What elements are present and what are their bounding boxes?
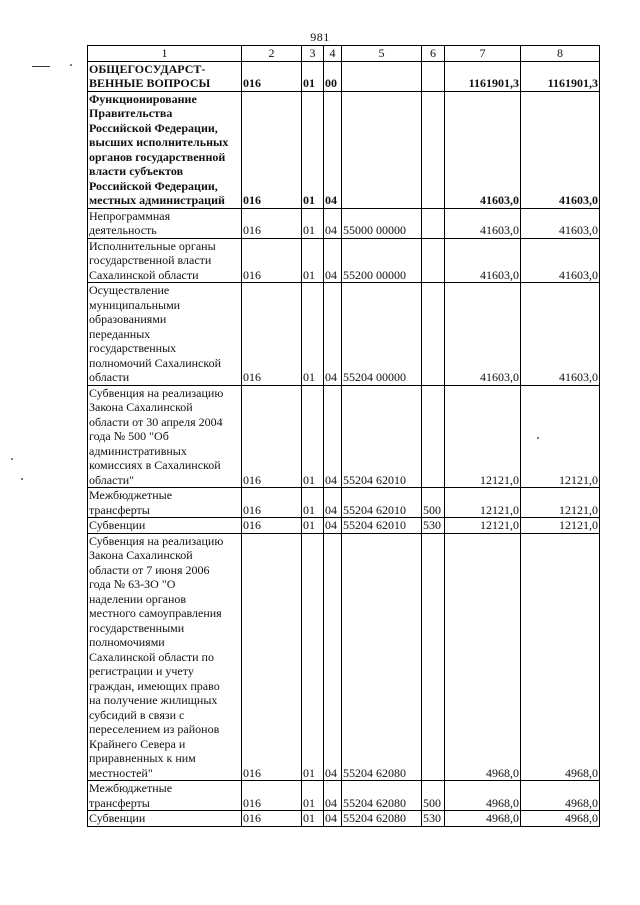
code-expense-type bbox=[422, 208, 445, 238]
code-ministry: 016 bbox=[242, 488, 302, 518]
amount-col7: 41603,0 bbox=[445, 238, 521, 283]
code-target-item: 55204 62080 bbox=[342, 811, 422, 827]
budget-table bbox=[87, 45, 600, 827]
amount-col7: 12121,0 bbox=[445, 385, 521, 488]
code-ministry: 016 bbox=[242, 208, 302, 238]
row-name: Межбюджетные трансферты bbox=[88, 488, 242, 518]
table-row bbox=[88, 781, 600, 811]
code-subsection: 04 bbox=[324, 781, 342, 811]
amount-col7: 4968,0 bbox=[445, 781, 521, 811]
code-ministry: 016 bbox=[242, 91, 302, 208]
table-row bbox=[88, 518, 600, 534]
code-section: 01 bbox=[302, 488, 324, 518]
row-name: Субвенции bbox=[88, 518, 242, 534]
amount-col8: 41603,0 bbox=[521, 208, 600, 238]
code-expense-type bbox=[422, 91, 445, 208]
amount-col7: 12121,0 bbox=[445, 518, 521, 534]
code-target-item bbox=[342, 61, 422, 91]
code-target-item: 55204 62080 bbox=[342, 781, 422, 811]
code-target-item: 55204 62080 bbox=[342, 533, 422, 781]
amount-col8: 4968,0 bbox=[521, 811, 600, 827]
table-row bbox=[88, 488, 600, 518]
code-section: 01 bbox=[302, 91, 324, 208]
table-row bbox=[88, 283, 600, 386]
amount-col7: 4968,0 bbox=[445, 811, 521, 827]
code-ministry: 016 bbox=[242, 283, 302, 386]
column-header: 4 bbox=[324, 46, 342, 62]
code-subsection: 04 bbox=[324, 518, 342, 534]
code-expense-type bbox=[422, 61, 445, 91]
amount-col8: 1161901,3 bbox=[521, 61, 600, 91]
code-target-item: 55204 62010 bbox=[342, 518, 422, 534]
code-subsection: 04 bbox=[324, 208, 342, 238]
amount-col7: 4968,0 bbox=[445, 533, 521, 781]
table-row bbox=[88, 91, 600, 208]
column-header: 6 bbox=[422, 46, 445, 62]
column-header: 1 bbox=[88, 46, 242, 62]
header-row bbox=[88, 46, 600, 62]
code-target-item bbox=[342, 91, 422, 208]
amount-col8: 12121,0 bbox=[521, 518, 600, 534]
amount-col7: 12121,0 bbox=[445, 488, 521, 518]
code-ministry: 016 bbox=[242, 238, 302, 283]
row-name: Исполнительные органы государственной власти Сахалинской области bbox=[88, 238, 242, 283]
code-ministry: 016 bbox=[242, 61, 302, 91]
code-expense-type: 500 bbox=[422, 781, 445, 811]
amount-col8: 41603,0 bbox=[521, 283, 600, 386]
row-name: Функционирование Правительства Российской Федерации, высших исполнительных органов государственной власти субъектов Российской Федерации, местных администраций bbox=[88, 91, 242, 208]
amount-col8: 41603,0 bbox=[521, 238, 600, 283]
row-name: Непрограммная деятельность bbox=[88, 208, 242, 238]
amount-col7: 1161901,3 bbox=[445, 61, 521, 91]
code-target-item: 55200 00000 bbox=[342, 238, 422, 283]
row-name: Осуществление муниципальными образованиями переданных государственных полномочий Сахалинской области bbox=[88, 283, 242, 386]
table-row bbox=[88, 238, 600, 283]
margin-mark bbox=[32, 66, 50, 67]
code-expense-type bbox=[422, 238, 445, 283]
row-name: Субвенции bbox=[88, 811, 242, 827]
code-section: 01 bbox=[302, 811, 324, 827]
row-name: Субвенция на реализацию Закона Сахалинской области от 30 апреля 2004 года № 500 "Об административных комиссиях в Сахалинской области" bbox=[88, 385, 242, 488]
code-subsection: 04 bbox=[324, 385, 342, 488]
code-ministry: 016 bbox=[242, 518, 302, 534]
code-expense-type bbox=[422, 533, 445, 781]
table-body bbox=[88, 46, 600, 827]
amount-col7: 41603,0 bbox=[445, 208, 521, 238]
code-subsection: 04 bbox=[324, 533, 342, 781]
amount-col8: 4968,0 bbox=[521, 781, 600, 811]
code-section: 01 bbox=[302, 533, 324, 781]
code-section: 01 bbox=[302, 208, 324, 238]
column-header: 8 bbox=[521, 46, 600, 62]
code-section: 01 bbox=[302, 385, 324, 488]
code-subsection: 04 bbox=[324, 283, 342, 386]
amount-col8: 4968,0 bbox=[521, 533, 600, 781]
code-expense-type: 530 bbox=[422, 811, 445, 827]
margin-dot bbox=[11, 458, 13, 460]
table-row bbox=[88, 811, 600, 827]
code-subsection: 04 bbox=[324, 488, 342, 518]
code-ministry: 016 bbox=[242, 533, 302, 781]
amount-col8: 41603,0 bbox=[521, 91, 600, 208]
code-target-item: 55204 62010 bbox=[342, 385, 422, 488]
page-number: 981 bbox=[310, 30, 330, 44]
table-row bbox=[88, 208, 600, 238]
code-ministry: 016 bbox=[242, 385, 302, 488]
row-name: Субвенция на реализацию Закона Сахалинской области от 7 июня 2006 года № 63-ЗО "О наделении органов местного самоуправления государственными полномочиями Сахалинской области по регистрации и учету граждан, имеющих право на получение жилищных субсидий в связи с переселением из районов Крайнего Севера и приравненных к ним местностей" bbox=[88, 533, 242, 781]
row-name: Межбюджетные трансферты bbox=[88, 781, 242, 811]
code-section: 01 bbox=[302, 781, 324, 811]
table-row bbox=[88, 61, 600, 91]
code-target-item: 55000 00000 bbox=[342, 208, 422, 238]
code-target-item: 55204 62010 bbox=[342, 488, 422, 518]
code-target-item: 55204 00000 bbox=[342, 283, 422, 386]
code-ministry: 016 bbox=[242, 781, 302, 811]
code-section: 01 bbox=[302, 518, 324, 534]
table-row bbox=[88, 533, 600, 781]
code-subsection: 04 bbox=[324, 91, 342, 208]
code-subsection: 00 bbox=[324, 61, 342, 91]
margin-dot bbox=[21, 478, 23, 480]
code-subsection: 04 bbox=[324, 238, 342, 283]
amount-col8: 12121,0 bbox=[521, 385, 600, 488]
amount-col7: 41603,0 bbox=[445, 283, 521, 386]
column-header: 3 bbox=[302, 46, 324, 62]
code-expense-type: 530 bbox=[422, 518, 445, 534]
column-header: 7 bbox=[445, 46, 521, 62]
amount-col8: 12121,0 bbox=[521, 488, 600, 518]
code-expense-type bbox=[422, 385, 445, 488]
amount-col7: 41603,0 bbox=[445, 91, 521, 208]
code-section: 01 bbox=[302, 238, 324, 283]
table-row bbox=[88, 385, 600, 488]
column-header: 2 bbox=[242, 46, 302, 62]
margin-dot bbox=[70, 64, 72, 66]
code-expense-type bbox=[422, 283, 445, 386]
code-section: 01 bbox=[302, 61, 324, 91]
column-header: 5 bbox=[342, 46, 422, 62]
code-subsection: 04 bbox=[324, 811, 342, 827]
row-name: ОБЩЕГОСУДАРСТ- ВЕННЫЕ ВОПРОСЫ bbox=[88, 61, 242, 91]
code-expense-type: 500 bbox=[422, 488, 445, 518]
code-section: 01 bbox=[302, 283, 324, 386]
code-ministry: 016 bbox=[242, 811, 302, 827]
